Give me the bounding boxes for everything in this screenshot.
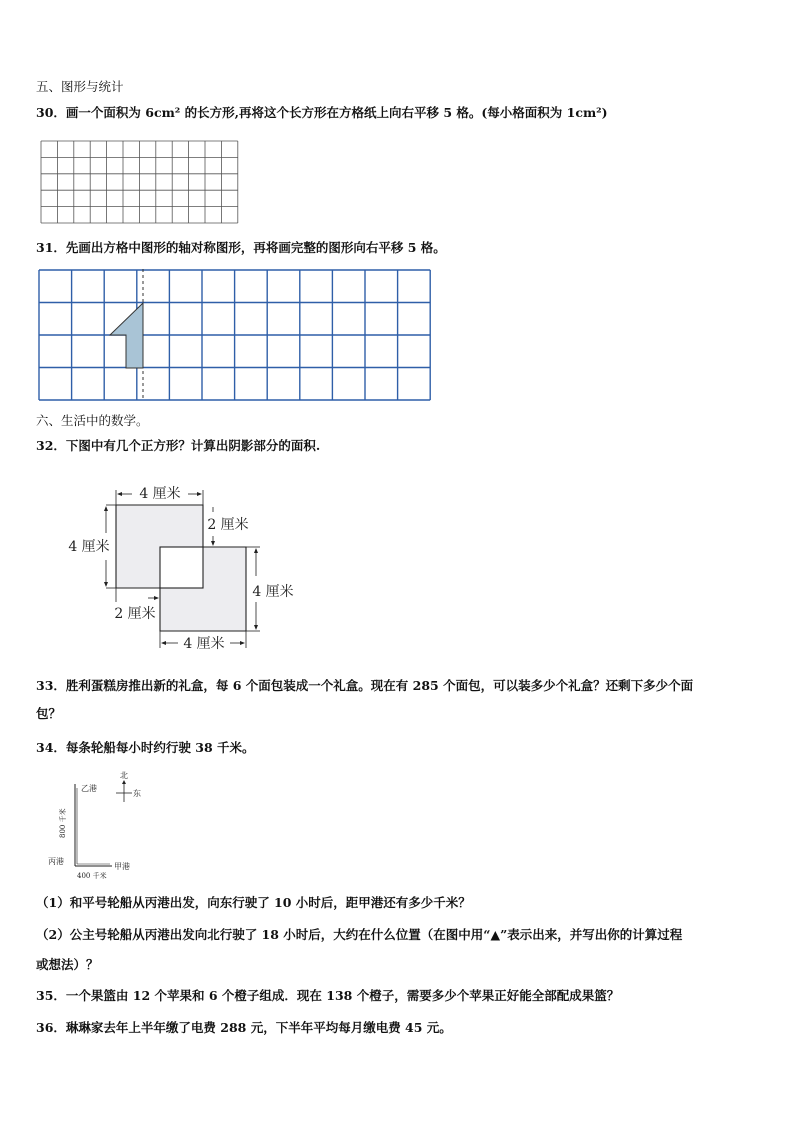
question-text: 一个果篮由 12 个苹果和 6 个橙子组成．现在 138 个橙子，需要多少个苹果正好能全部配成果篮？ (65, 988, 620, 1003)
question-number: 36． (36, 1020, 66, 1035)
question-number: 34． (36, 740, 66, 755)
question-text: 琳琳家去年上半年缴了电费 288 元，下半年平均每月缴电费 45 元。 (65, 1020, 452, 1035)
squares-figure-q32 (60, 478, 320, 658)
east-label: 东 (133, 789, 141, 798)
question-text: 胜利蛋糕房推出新的礼盒，每 6 个面包装成一个礼盒。现在有 285 个面包，可以装多少个礼盒？还剩下多少个面 (65, 678, 694, 693)
port-jia: 甲港 (114, 862, 130, 871)
question-35 (36, 987, 619, 1005)
question-number: 32． (36, 438, 66, 453)
distance-vertical: 800 千米 (59, 808, 67, 838)
question-33-continued: 包？ (36, 706, 62, 721)
question-32 (36, 437, 320, 455)
question-34-part-1: （1）和平号轮船从丙港出发，向东行驶了 10 小时后，距甲港还有多少千米？ (36, 895, 471, 910)
question-30 (36, 104, 608, 122)
question-text: 画一个面积为 6cm² 的长方形,再将这个长方形在方格纸上向右平移 5 格。(每小格面积为 1cm²) (65, 105, 608, 120)
given-shape (110, 303, 143, 368)
question-33 (36, 677, 693, 695)
distance-horizontal: 400 千米 (77, 872, 107, 880)
grid-paper-q31[interactable] (38, 269, 432, 402)
label-inner-left: 2 厘米 (114, 606, 156, 622)
question-number: 31． (36, 240, 66, 255)
port-bing: 丙港 (48, 857, 64, 866)
question-text: 下图中有几个正方形？计算出阴影部分的面积. (65, 438, 321, 453)
section-heading-life-math: 六、生活中的数学。 (36, 413, 149, 428)
section-heading-geometry: 五、图形与统计 (36, 79, 124, 94)
question-34-part-2-continued: 或想法）？ (36, 957, 99, 972)
label-right: 4 厘米 (252, 584, 294, 600)
question-34-part-2: （2）公主号轮船从丙港出发向北行驶了 18 小时后，大约在什么位置（在图中用“▲”表示出来，并写出你的计算过程 (36, 927, 683, 942)
inner-square (160, 547, 203, 588)
label-left: 4 厘米 (68, 539, 110, 555)
grid-paper-q30[interactable] (40, 140, 240, 224)
north-label: 北 (120, 771, 128, 780)
question-number: 30． (36, 105, 66, 120)
question-text: 每条轮船每小时约行驶 38 千米。 (65, 740, 255, 755)
label-bottom: 4 厘米 (183, 636, 225, 652)
label-inner-right: 2 厘米 (207, 517, 249, 533)
question-number: 35． (36, 988, 66, 1003)
question-31 (36, 239, 446, 257)
port-yi: 乙港 (81, 784, 97, 793)
question-number: 33． (36, 678, 66, 693)
question-34 (36, 739, 255, 757)
question-36 (36, 1019, 452, 1037)
port-map-q34 (44, 768, 164, 882)
question-text: 先画出方格中图形的轴对称图形，再将画完整的图形向右平移 5 格。 (65, 240, 446, 255)
label-top: 4 厘米 (139, 486, 181, 502)
